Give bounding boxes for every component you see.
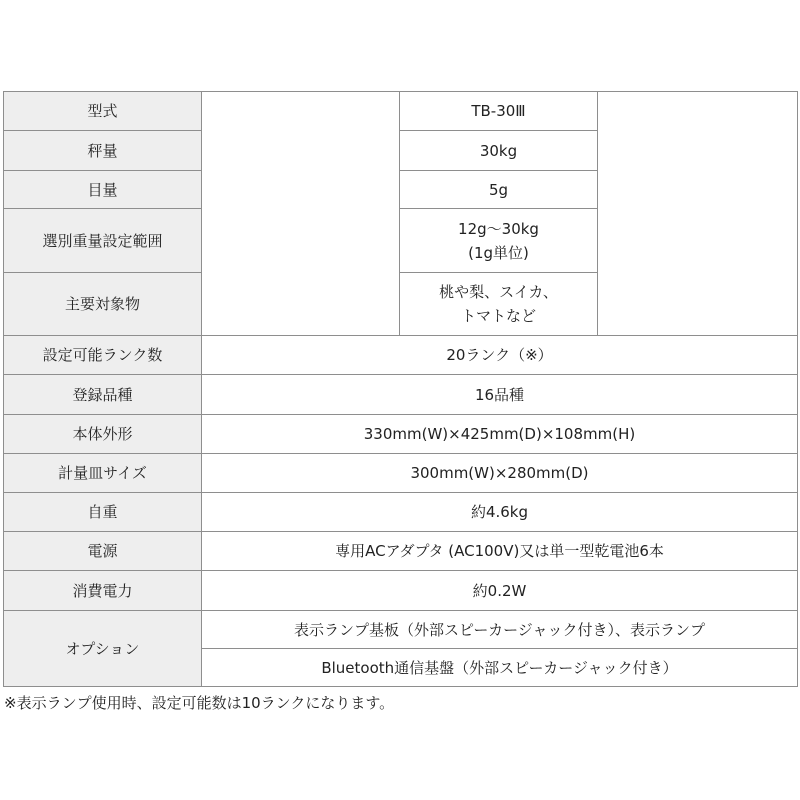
spec-value: 専用ACアダプタ (AC100V)又は単一型乾電池6本	[202, 532, 798, 571]
spec-label: 秤量	[4, 131, 202, 171]
spec-value: 300mm(W)×280mm(D)	[202, 454, 798, 493]
spec-value: 16品種	[202, 375, 798, 415]
spec-value: Bluetooth通信基盤（外部スピーカージャック付き）	[202, 649, 798, 687]
table-row	[4, 532, 798, 571]
table-row	[4, 571, 798, 611]
spec-label: 本体外形	[4, 415, 202, 454]
spec-value: 30kg	[400, 131, 598, 171]
table-row	[4, 454, 798, 493]
blank-cell	[598, 92, 798, 336]
footnote: ※表示ランプ使用時、設定可能数は10ランクになります。	[4, 694, 395, 712]
spec-value: 表示ランプ基板（外部スピーカージャック付き）、表示ランプ	[202, 611, 798, 649]
spec-table	[3, 91, 798, 687]
spec-label: 設定可能ランク数	[4, 336, 202, 375]
spec-value: 約4.6kg	[202, 493, 798, 532]
spec-label: 自重	[4, 493, 202, 532]
spec-value-line: 桃や梨、スイカ、	[439, 283, 558, 301]
spec-label: 電源	[4, 532, 202, 571]
spec-label: 選別重量設定範囲	[4, 209, 202, 273]
table-row	[4, 92, 798, 131]
spec-label: 計量皿サイズ	[4, 454, 202, 493]
spec-value: 5g	[400, 171, 598, 209]
spec-label: 型式	[4, 92, 202, 131]
table-row	[4, 336, 798, 375]
spec-value: TB-30Ⅲ	[400, 92, 598, 131]
table-row	[4, 375, 798, 415]
table-row	[4, 611, 798, 649]
spec-label: 登録品種	[4, 375, 202, 415]
spec-label: 目量	[4, 171, 202, 209]
spec-label: 主要対象物	[4, 273, 202, 336]
spec-label: 消費電力	[4, 571, 202, 611]
spec-value-line: トマトなど	[460, 307, 536, 325]
table-row	[4, 415, 798, 454]
spec-value: 約0.2W	[202, 571, 798, 611]
spec-value-line: 12g～30kg	[458, 219, 539, 238]
spec-value: 20ランク（※）	[202, 336, 798, 375]
blank-cell	[202, 92, 400, 336]
spec-value	[400, 209, 598, 273]
spec-label: オプション	[4, 611, 202, 687]
table-row	[4, 493, 798, 532]
spec-value-line: (1g単位)	[468, 243, 529, 262]
spec-value	[400, 273, 598, 336]
spec-value: 330mm(W)×425mm(D)×108mm(H)	[202, 415, 798, 454]
